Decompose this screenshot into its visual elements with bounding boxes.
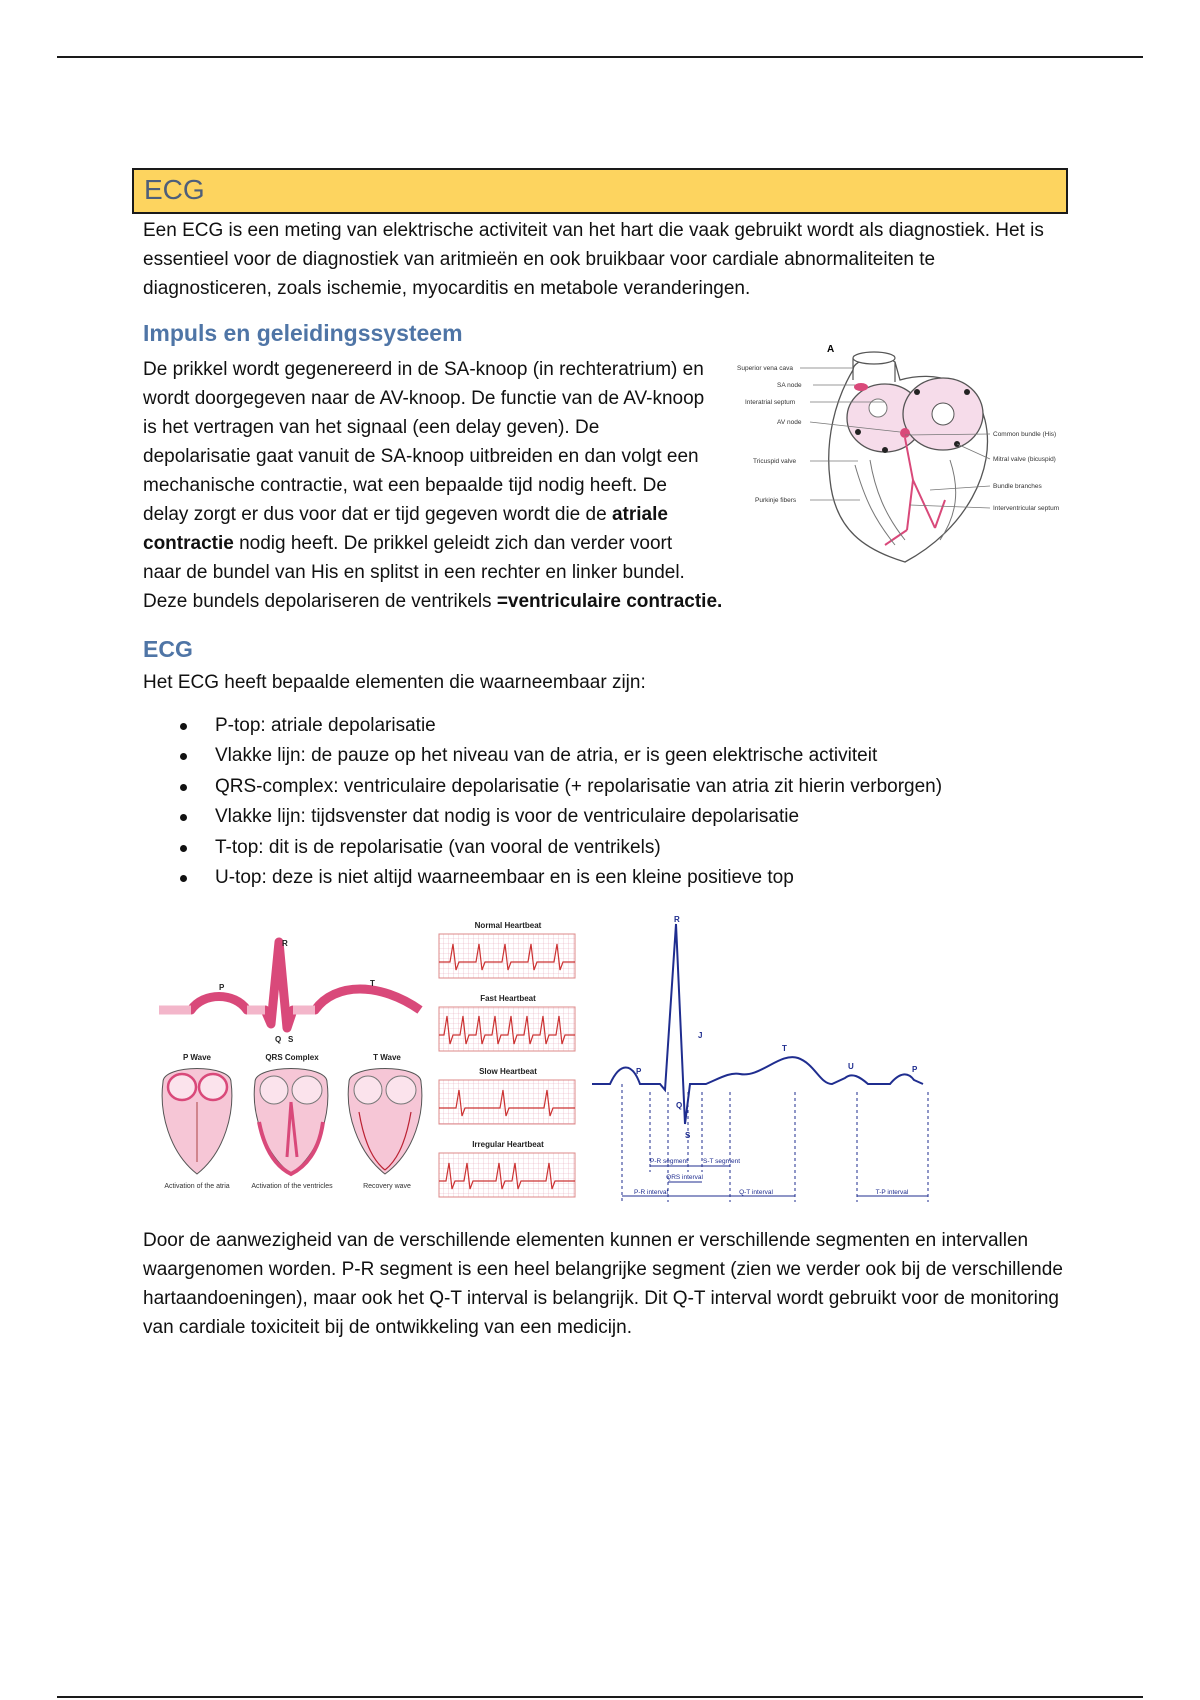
- list-item: U-top: deze is niet altijd waarneembaar en is een kleine positieve top: [215, 863, 1115, 893]
- interval-pr: P-R interval: [634, 1189, 668, 1196]
- list-item: P-top: atriale depolarisatie: [215, 711, 1115, 741]
- label-superior-vena-cava: Superior vena cava: [737, 365, 794, 372]
- interval-qt: Q-T interval: [739, 1189, 773, 1196]
- ecg-element-list: [143, 711, 1115, 893]
- bold-atriale-contractie: atriale contractie: [143, 504, 668, 554]
- closing-paragraph: Door de aanwezigheid van de verschillende elementen kunnen er verschillende segmenten en intervallen waargenomen worden. P-R segment is een heel belangrijke segment (zien we verder ook bij de verschillende hartaandoeningen), maar ook het Q-T interval is belangrijk. Dit Q-T interval wordt gebruikt voor de monitoring van cardiale toxiciteit bij de ontwikkeling van een medicijn.: [143, 1230, 1063, 1338]
- heart-diagram-recovery: [348, 1069, 422, 1175]
- title-banner: [132, 168, 1068, 214]
- label-purkinje-fibers: Purkinje fibers: [755, 497, 797, 504]
- interval-label-j: J: [698, 1031, 703, 1040]
- label-mitral-valve: Mitral valve (bicuspid): [993, 456, 1056, 463]
- strip-title-irregular: Irregular Heartbeat: [472, 1140, 544, 1149]
- page-title: ECG: [144, 174, 205, 205]
- bundle-branches: [885, 438, 945, 545]
- header-rule: [57, 56, 1143, 58]
- list-item: Vlakke lijn: de pauze op het niveau van de atria, er is geen elektrische activiteit: [215, 741, 1115, 771]
- av-node: [900, 428, 910, 438]
- interval-label-q: Q: [676, 1101, 683, 1110]
- interval-qrs: QRS interval: [666, 1174, 703, 1181]
- strip-title-normal: Normal Heartbeat: [474, 921, 542, 930]
- label-av-node: AV node: [777, 419, 802, 426]
- label-bundle-branches: Bundle branches: [993, 483, 1042, 490]
- bold-ventriculaire-contractie: =ventriculaire contractie.: [496, 591, 723, 612]
- interval-label-p1: P: [636, 1067, 642, 1076]
- list-item: T-top: dit is de repolarisatie (van vooral de ventrikels): [215, 833, 1115, 863]
- list-item: Vlakke lijn: tijdsvenster dat nodig is voor de ventriculaire depolarisatie: [215, 802, 1115, 832]
- label-common-bundle: Common bundle (His): [993, 431, 1057, 438]
- list-item: QRS-complex: ventriculaire depolarisatie (+ repolarisatie van atria zit hierin verborgen): [215, 772, 1115, 802]
- interval-label-p2: P: [912, 1065, 918, 1074]
- strip-title-slow: Slow Heartbeat: [479, 1067, 537, 1076]
- wave-label-s: S: [288, 1035, 294, 1044]
- intro-paragraph: Een ECG is een meting van elektrische activiteit van het hart die vaak gebruikt wordt als diagnostiek. Het is essentieel voor de diagnostiek van aritmieën en ook bruikbaar voor cardiale abnormaliteiten te diagnosticeren, zoals ischemie, myocarditis en metabole veranderingen.: [143, 220, 1044, 299]
- ecg-wave-band: [159, 942, 420, 1028]
- sa-node: [854, 383, 868, 391]
- strip-irregular: [439, 1153, 575, 1197]
- wave-label-r: R: [282, 939, 288, 948]
- section-heading-ecg: ECG: [143, 636, 193, 662]
- label-sa-node: SA node: [777, 382, 802, 389]
- ecg-interval-figure: [590, 912, 975, 1212]
- strip-fast: [439, 1007, 575, 1051]
- interval-label-s: S: [685, 1131, 691, 1140]
- caption-p-wave: P Wave: [182, 1053, 212, 1062]
- caption-qrs-complex: QRS Complex: [265, 1053, 319, 1062]
- interval-label-t: T: [782, 1044, 787, 1053]
- ecg-intro: Het ECG heeft bepaalde elementen die waarneembaar zijn:: [143, 672, 646, 693]
- impuls-paragraph: De prikkel wordt gegenereerd in de SA-knoop (in rechteratrium) en wordt doorgegeven naar de AV-knoop. De functie van de AV-knoop is het vertragen van het signaal (een delay geven). De depolarisatie gaat vanuit de SA-knoop uitbreiden en dan volgt een mechanische contractie, wat een bepaalde tijd nodig heeft. De delay zorgt er dus voor dat er tijd gegeven wordt die de atriale contractie nodig heeft. De prikkel geleidt zich dan verder voort naar de bundel van His en splitst in een rechter en linker bundel. Deze bundels depolariseren de ventrikels =ventriculaire contractie.: [143, 359, 723, 612]
- label-interventricular-septum: Interventricular septum: [993, 505, 1060, 512]
- section-heading-impuls: Impuls en geleidingssysteem: [143, 320, 463, 346]
- strip-slow: [439, 1080, 575, 1124]
- strip-normal: [439, 934, 575, 978]
- subcaption-ventricles: Activation of the ventricles: [251, 1183, 333, 1190]
- heart-conduction-figure: [735, 340, 1075, 572]
- footer-rule: [57, 1696, 1143, 1698]
- interval-label-u: U: [848, 1062, 854, 1071]
- ecg-trace: [592, 924, 923, 1124]
- heart-diagram-ventricles: [254, 1069, 328, 1175]
- wave-label-t: T: [370, 979, 375, 988]
- wave-label-q: Q: [275, 1035, 282, 1044]
- wave-label-p: P: [219, 983, 225, 992]
- heartbeat-strips-figure: [438, 918, 580, 1204]
- segment-pr: P-R segment: [650, 1158, 688, 1165]
- interval-label-r: R: [674, 915, 680, 924]
- label-tricuspid-valve: Tricuspid valve: [753, 458, 797, 465]
- subcaption-atria: Activation of the atria: [164, 1183, 230, 1190]
- interval-tp: T-P interval: [875, 1189, 909, 1196]
- figure-letter: A: [827, 344, 835, 355]
- ecg-wave-heart-figure: [155, 912, 430, 1212]
- segment-st: S-T segment: [703, 1158, 741, 1165]
- heart-diagram-atria: [162, 1069, 232, 1175]
- subcaption-recovery: Recovery wave: [363, 1183, 411, 1190]
- label-interatrial-septum: Interatrial septum: [745, 399, 796, 406]
- caption-t-wave: T Wave: [373, 1053, 401, 1062]
- strip-title-fast: Fast Heartbeat: [480, 994, 536, 1003]
